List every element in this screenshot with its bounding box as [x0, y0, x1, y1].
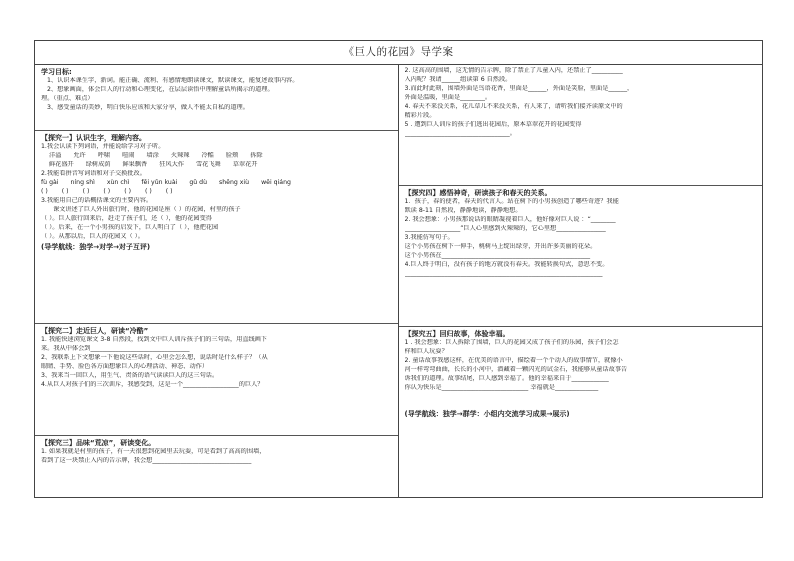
word: 脸颊 [225, 152, 239, 160]
word-list-row [41, 161, 392, 170]
pinyin: níng shì [70, 179, 95, 187]
word: 允许 [73, 152, 86, 160]
explore-four-line: 4.巨人终于明白，没有孩子的地方就没有春天。我能转换句式，意思不变。 [404, 261, 609, 269]
answer-blank-row [41, 188, 392, 197]
explore-four-line: 默读 8-11 自然段，静静地读，静静地想。 [404, 207, 522, 215]
study-route: (导学航线：独学→群学：小组内交流学习成果→展示) [404, 410, 570, 419]
explore-one-heading: 【探究一】认识生字，理解内容。 [41, 134, 146, 142]
explore-two-line: 眼睛、手势、脸色各方面想象巨人的心理活动、神态、动作） [41, 363, 209, 371]
word: 鲜果飘香 [122, 161, 148, 169]
explore-four-line: ________________________________________________________________ [404, 270, 603, 278]
learning-goals [35, 65, 398, 131]
explore-two-line: 3、我来当一回巨人，用生气、责备的语气读读巨人的这三句话。 [41, 372, 219, 380]
explore-five-heading: 【探究五】回归故事，体验幸福。 [404, 330, 510, 338]
cont-line: 4. 春天不来没关系，花儿草儿不来没关系，有人来了，请听我们接齐读原文中的 [404, 102, 623, 110]
cont-line: 2. 这高高的围墙，这无情的告示牌，除了禁止了儿童入内，还禁止了__________ [404, 67, 623, 74]
explore-five-line: 2. 童话故事我感这样，在优美的语言中，描绘着一个个动人的故事情节，就像小 [404, 357, 623, 365]
explore-five-line: 河一样弯弯曲曲，长长的小河中，潜藏着一颗闪光的试金石，我能够从童话故事告 [404, 366, 628, 374]
answer-blank[interactable]: ( ) [82, 188, 90, 196]
word: 雪花飞舞 [196, 161, 221, 169]
pinyin: xùn chì [106, 179, 130, 187]
explore-five-line: 诉我们的道理。故事结尾，巨人感到幸福了。他的幸福来自于____________ [404, 375, 609, 383]
cont-line: 入内呢？我请______组读第 6 自然段。 [404, 75, 512, 83]
word: 呼啸 [97, 152, 111, 160]
study-route: (导学航线：独学→对学→对子互评) [41, 242, 151, 251]
explore-five [399, 327, 763, 421]
explore-four-line: 1．孩子，春的使者，春天的代言人。站在树下的小男孩创造了哪些奇迹？我能 [404, 198, 619, 206]
pinyin: gǔ dù [189, 179, 207, 187]
goal-line: 理。（重点、难点） [41, 95, 94, 103]
answer-blank[interactable]: ( ) [124, 188, 131, 196]
pinyin: wēi qiáng [261, 179, 291, 187]
explore-four-line: 这个小男孩在树下一伸手，桃树马上绽出绿芽，开出许多美丽的花朵。 [404, 243, 597, 251]
summary-line: （ ）。后来，在一个小男孩的启发下，巨人明白了（ ），他把花园 [41, 224, 219, 231]
explore-one-line: 3.我能用自己的话概括课文的主要内容。 [41, 197, 153, 205]
explore-five-line: 1 . 我会想象：巨人拆除了围墙，巨人的花园又成了孩子们的乐园，孩子们会怎 [404, 339, 619, 347]
goals-heading: 学习目标: [41, 68, 72, 76]
word: 喧闹 [122, 152, 135, 160]
explore-four [399, 186, 763, 327]
explore-two-heading: 【探究二】走近巨人，研读“冷酷” [41, 327, 149, 335]
explore-two-line: 1. 我能快速浏览课文 3-8 自然段，找到文中巨人训斥孩子们的三句话，用直线画下 [41, 336, 268, 344]
word: 洋溢 [49, 152, 62, 160]
answer-blank[interactable]: ( ) [144, 188, 152, 196]
word: 绿树成荫 [85, 161, 111, 169]
cont-line: 外面是温暖，里面是________。 [404, 93, 492, 101]
explore-one-line: 2.我能看拼音写词语和对子交换批改。 [41, 170, 146, 178]
goal-line: 2、想象画面，体会巨人的行动和心理变化，在层层读悟中理解童话所揭示的道理。 [47, 86, 274, 94]
summary-line: （ ）。巨人旅行回来后，赶走了孩子们，还（ ），他的花园变得 [41, 215, 212, 223]
explore-two-line: 2、我联系上下文想象一下他说这些话时，心里会怎么想，说话时是什么样子？（从 [41, 354, 268, 362]
word: 拆除 [250, 152, 263, 160]
cont-line: __________________________________。 [404, 129, 516, 137]
goal-line: 1、认识本课生字，新词。能正确、流利、有感情地朗读课文，默读课文，能复述故事内容。 [47, 77, 299, 85]
word: 鲜花盛开 [49, 161, 74, 169]
explore-one [35, 131, 398, 324]
explore-five-line: 样和巨人玩耍？ [404, 348, 448, 356]
answer-blank[interactable]: ( ) [41, 188, 48, 196]
word: 火辣辣 [170, 152, 190, 160]
word: 草翠花开 [232, 161, 258, 169]
explore-three-line: 看到了这一块禁止入内的告示牌，我会想________________________________ [41, 457, 252, 465]
cont-line: 5 . 遭到巨人训斥的孩子们逃出花园后，原本草翠花开的花园变得 [404, 120, 582, 128]
cont-line: 3.而此时此刻，围墙外面是鸟语花香，里面是______，外面是笑脸，里面是______， [404, 84, 634, 92]
explore-four-line: 2. 我会想象：小男孩那说话的眼睛凝视着巨人，他好像对巨人说 ：“________ [404, 216, 616, 224]
summary-line: 课文讲述了巨人外出旅行时，他的花园是座（ ）的花园，村里的孩子 [53, 206, 241, 214]
explore-five-line: 你认为快乐是____________________________ 幸福就是______________ [404, 384, 599, 392]
explore-three-continued [399, 65, 763, 186]
answer-blank[interactable]: ( ) [165, 188, 173, 196]
explore-two [35, 324, 398, 436]
cont-line: 精彩片段。 [404, 111, 436, 119]
pinyin: fēi yǔn kuài [141, 179, 178, 187]
answer-blank[interactable]: ( ) [103, 188, 111, 196]
explore-four-line: 3.我能仿写句子。 [404, 234, 454, 242]
word-list-row [41, 152, 392, 161]
explore-one-line: 1.我会认读下列词语，并能说给学习对子听。 [41, 143, 165, 151]
right-column [399, 65, 763, 498]
explore-four-line: __________________”巨人心里感到火辣辣的，它心里想________________ [404, 225, 606, 233]
explore-three-line: 1. 如果我就是村里的孩子，有一天很想到花园里去玩耍，可是看到了高高的围墙， [41, 448, 266, 456]
explore-two-line: 来。我从中体会到________________________________ [41, 345, 190, 353]
left-column [35, 65, 399, 498]
word: 狂风大作 [159, 161, 184, 169]
word: 冷酷 [201, 152, 214, 160]
explore-two-line: 4.从巨人对孩子们的三次训斥，我感受到，这是一个__________________的巨人？ [41, 381, 264, 389]
explore-four-line: 这个小男孩在________________________________________________ [404, 252, 591, 260]
explore-four-heading: 【探究四】感悟神奇，研读孩子和春天的关系。 [404, 189, 552, 197]
columns [35, 65, 762, 498]
word: 墙涂 [146, 152, 159, 160]
pinyin: shēng xiù [219, 179, 250, 187]
answer-blank[interactable]: ( ) [61, 188, 69, 196]
pinyin-row [41, 179, 392, 188]
worksheet [34, 40, 763, 498]
summary-line: （ ）。从那以后，巨人的花园又（ ）。 [41, 232, 144, 240]
page-title: 《巨人的花园》导学案 [35, 41, 762, 65]
explore-three [35, 436, 398, 468]
explore-three-heading: 【探究三】品味“荒凉”，研读变化。 [41, 439, 156, 447]
pinyin: fù gài [41, 179, 59, 187]
goal-line: 3、感受童话的美妙，明白快乐应该和大家分享，做人不能太自私的道理。 [47, 104, 249, 112]
